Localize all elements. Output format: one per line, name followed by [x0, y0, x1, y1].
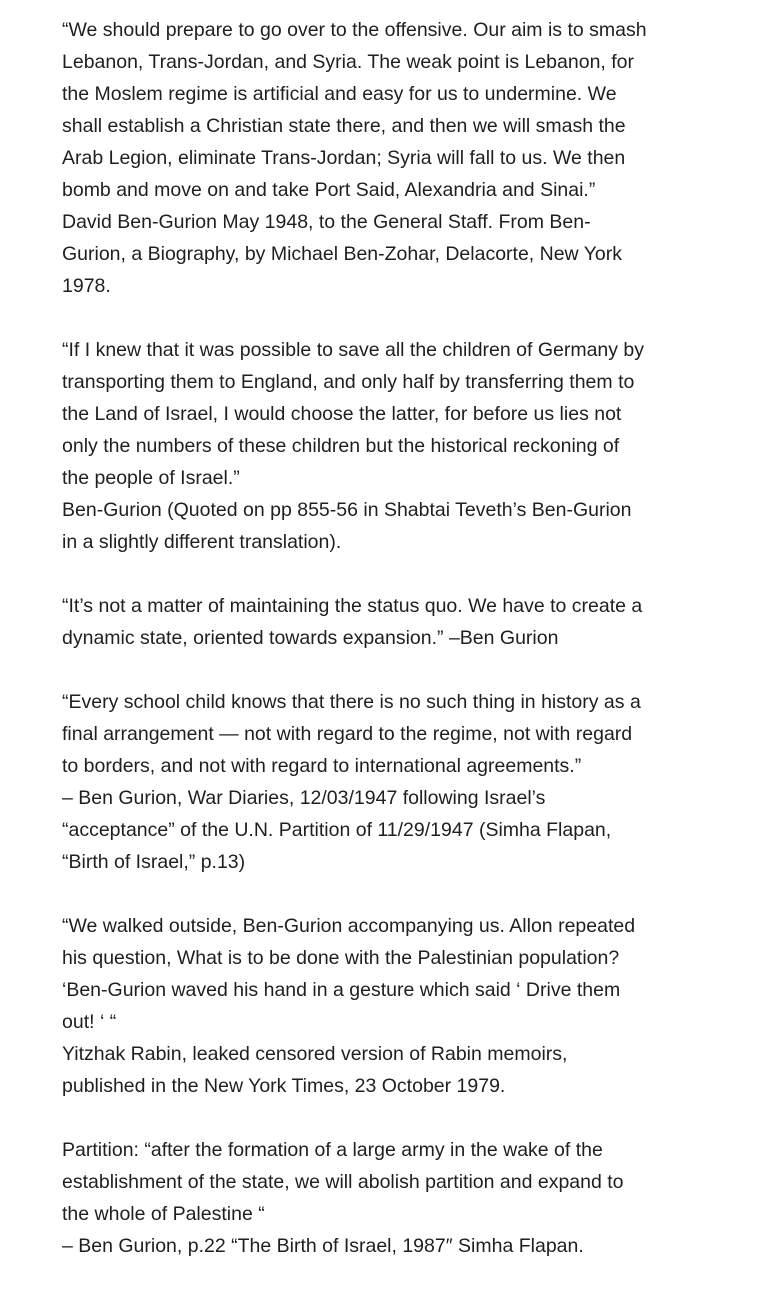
- text-line: transporting them to England, and only half by transferring them to: [62, 371, 635, 393]
- quote-paragraph: [62, 14, 742, 302]
- text-line: Lebanon, Trans-Jordan, and Syria. The weak point is Lebanon, for: [62, 51, 635, 73]
- citation-line: – Ben Gurion, p.22 “The Birth of Israel, 1987″ Simha Flapan.: [62, 1235, 584, 1257]
- quote-paragraph: [62, 334, 742, 558]
- text-line: the Land of Israel, I would choose the latter, for before us lies not: [62, 403, 622, 425]
- quote-paragraph: [62, 686, 742, 878]
- text-line: ‘Ben-Gurion waved his hand in a gesture which said ‘ Drive them: [62, 979, 621, 1001]
- citation-line: Ben-Gurion (Quoted on pp 855-56 in Shabtai Teveth’s Ben-Gurion: [62, 499, 632, 521]
- quote-paragraph: [62, 910, 742, 1102]
- text-line: “If I knew that it was possible to save all the children of Germany by: [62, 339, 645, 361]
- citation-line: “acceptance” of the U.N. Partition of 11/29/1947 (Simha Flapan,: [62, 819, 612, 841]
- citation-line: David Ben-Gurion May 1948, to the General Staff. From Ben-: [62, 211, 591, 233]
- text-line: the people of Israel.”: [62, 467, 240, 489]
- text-line: Partition: “after the formation of a large army in the wake of the: [62, 1139, 603, 1161]
- text-line: “Every school child knows that there is no such thing in history as a: [62, 691, 641, 713]
- text-line: bomb and move on and take Port Said, Alexandria and Sinai.”: [62, 179, 596, 201]
- text-line: dynamic state, oriented towards expansion.” –Ben Gurion: [62, 627, 559, 649]
- citation-line: 1978.: [62, 275, 111, 297]
- text-line: the Moslem regime is artificial and easy for us to undermine. We: [62, 83, 617, 105]
- citation-line: published in the New York Times, 23 October 1979.: [62, 1075, 506, 1097]
- text-line: only the numbers of these children but the historical reckoning of: [62, 435, 620, 457]
- text-line: out! ‘ “: [62, 1011, 117, 1033]
- quote-paragraph: [62, 590, 742, 654]
- text-line: “We walked outside, Ben-Gurion accompanying us. Allon repeated: [62, 915, 636, 937]
- text-line: Arab Legion, eliminate Trans-Jordan; Syria will fall to us. We then: [62, 147, 626, 169]
- citation-line: in a slightly different translation).: [62, 531, 342, 553]
- text-line: establishment of the state, we will abolish partition and expand to: [62, 1171, 624, 1193]
- citation-line: Gurion, a Biography, by Michael Ben-Zohar, Delacorte, New York: [62, 243, 623, 265]
- quote-paragraph: [62, 1134, 742, 1262]
- citation-line: Yitzhak Rabin, leaked censored version of Rabin memoirs,: [62, 1043, 568, 1065]
- text-line: “It’s not a matter of maintaining the status quo. We have to create a: [62, 595, 643, 617]
- text-line: “We should prepare to go over to the offensive. Our aim is to smash: [62, 19, 647, 41]
- text-line: the whole of Palestine “: [62, 1203, 265, 1225]
- text-line: to borders, and not with regard to international agreements.”: [62, 755, 582, 777]
- citation-line: “Birth of Israel,” p.13): [62, 851, 246, 873]
- text-line: final arrangement — not with regard to the regime, not with regard: [62, 723, 633, 745]
- citation-line: – Ben Gurion, War Diaries, 12/03/1947 following Israel’s: [62, 787, 546, 809]
- article-body: [62, 14, 742, 1294]
- text-line: shall establish a Christian state there, and then we will smash the: [62, 115, 626, 137]
- text-line: his question, What is to be done with the Palestinian population?: [62, 947, 620, 969]
